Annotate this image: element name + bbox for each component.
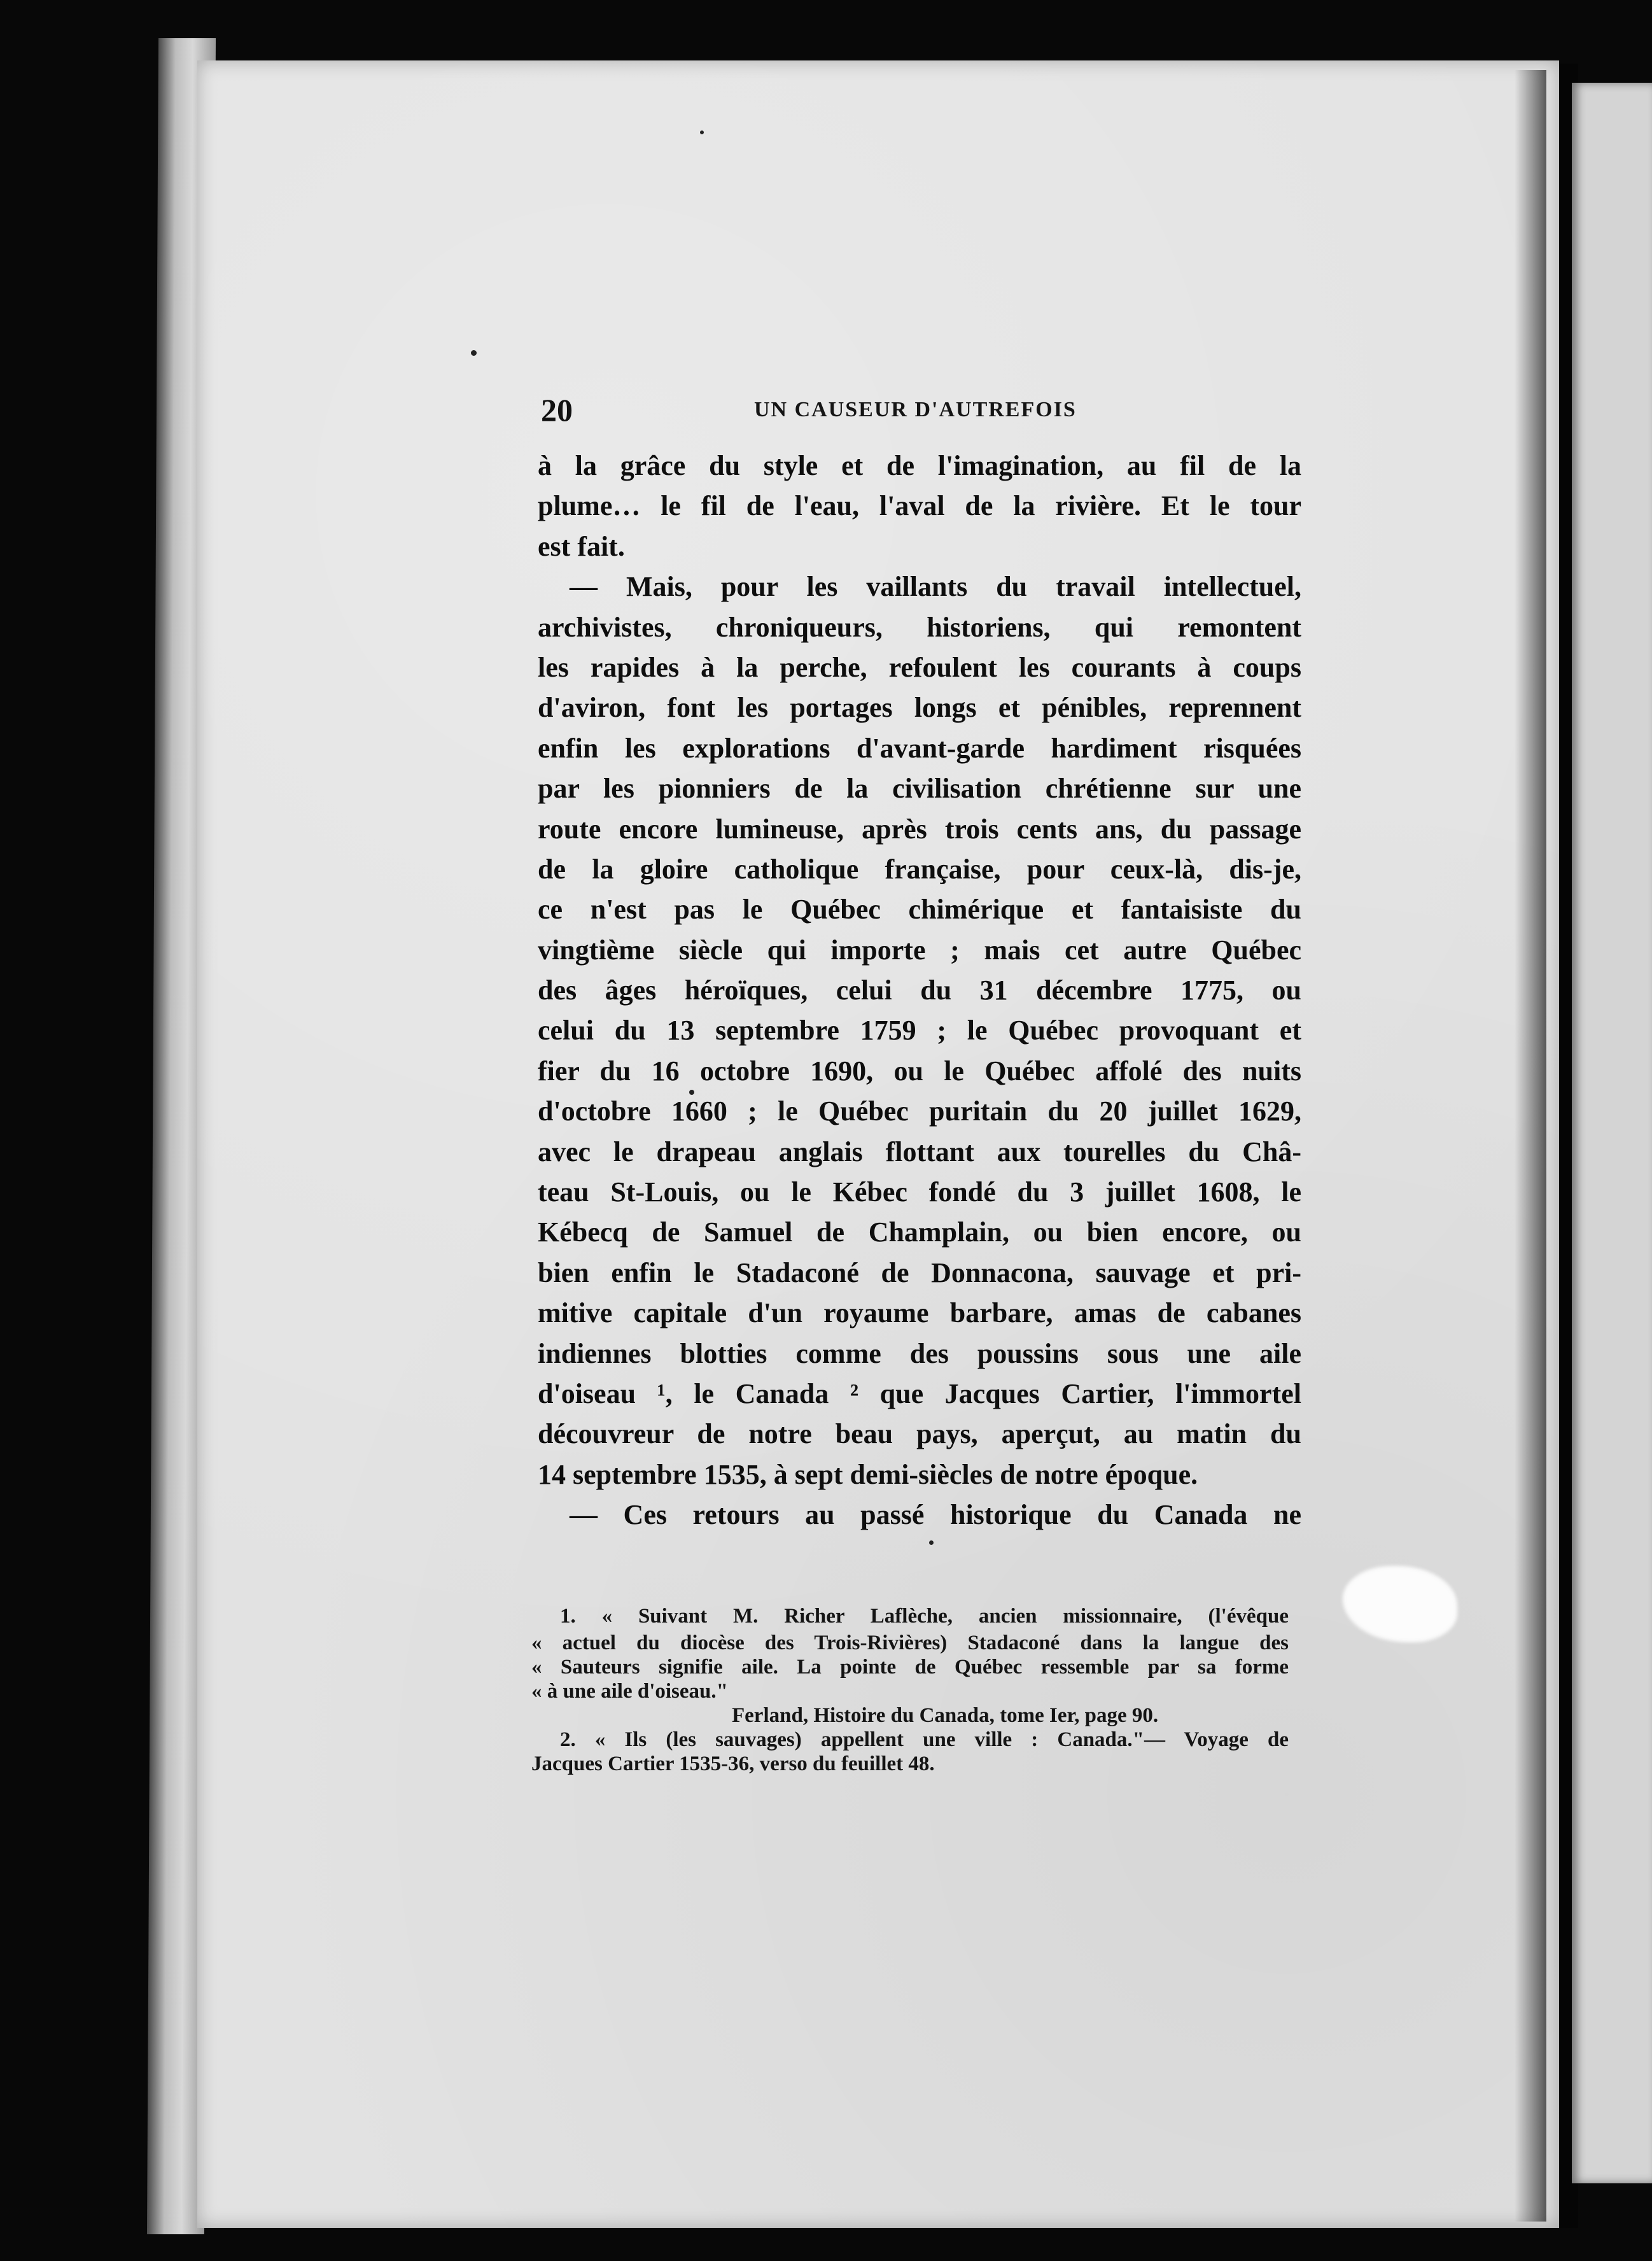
text-line: de la gloire catholique française, pour ceux-là, dis-je, — [538, 853, 1301, 885]
text-line: à la grâce du style et de l'imagination, au fil de la — [538, 450, 1301, 481]
footnote-line: 2. « Ils (les sauvages) appellent une ville : Canada."— Voyage de — [560, 1728, 1289, 1751]
text-line: plume… le fil de l'eau, l'aval de la rivière. Et le tour — [538, 490, 1301, 522]
next-page-sliver — [1572, 83, 1652, 2183]
ink-speck — [471, 350, 477, 356]
text-line: vingtième siècle qui importe ; mais cet autre Québec — [538, 934, 1301, 966]
text-line: mitive capitale d'un royaume barbare, amas de cabanes — [538, 1297, 1301, 1329]
text-line: découvreur de notre beau pays, aperçut, au matin du — [538, 1418, 1301, 1450]
text-line: d'oiseau ¹, le Canada ² que Jacques Cartier, l'immortel — [538, 1377, 1301, 1409]
text-line: ce n'est pas le Québec chimérique et fantaisiste du — [538, 894, 1301, 926]
page-gutter-shadow — [1515, 70, 1546, 2222]
footnote-line: « Sauteurs signifie aile. La pointe de Québec ressemble par sa forme — [531, 1656, 1289, 1679]
text-line: — Mais, pour les vaillants du travail intellectuel, — [570, 571, 1301, 603]
footnote-line: Jacques Cartier 1535-36, verso du feuillet 48. — [531, 1752, 935, 1775]
footnote-line: « à une aile d'oiseau." — [531, 1680, 728, 1703]
text-line: — Ces retours au passé historique du Canada ne — [570, 1499, 1301, 1531]
text-line: les rapides à la perche, refoulent les courants à coups — [538, 651, 1301, 683]
body-text — [538, 446, 1301, 1535]
footnotes — [531, 1604, 1289, 1776]
running-head: UN CAUSEUR D'AUTREFOIS — [754, 398, 1077, 421]
text-line: teau St-Louis, ou le Kébec fondé du 3 juillet 1608, le — [538, 1176, 1301, 1208]
text-line: indiennes blotties comme des poussins sous une aile — [538, 1337, 1301, 1369]
page-number: 20 — [541, 392, 573, 428]
text-line: fier du 16 octobre 1690, ou le Québec affolé des nuits — [538, 1055, 1301, 1087]
page-header — [541, 391, 1292, 430]
text-line: archivistes, chroniqueurs, historiens, qui remontent — [538, 611, 1301, 643]
text-line: 14 septembre 1535, à sept demi-siècles de notre époque. — [538, 1458, 1198, 1490]
footnote-reference: Ferland, Histoire du Canada, tome Ier, page 90. — [732, 1704, 1159, 1727]
ink-speck — [700, 130, 704, 134]
text-line: celui du 13 septembre 1759 ; le Québec provoquant et — [538, 1015, 1301, 1046]
text-line: route encore lumineuse, après trois cents ans, du passage — [538, 813, 1301, 845]
text-line: d'aviron, font les portages longs et pénibles, reprennent — [538, 692, 1301, 724]
text-line: par les pionniers de la civilisation chrétienne sur une — [538, 773, 1301, 805]
text-line: avec le drapeau anglais flottant aux tourelles du Châ- — [538, 1136, 1301, 1167]
text-line: enfin les explorations d'avant-garde hardiment risquées — [538, 732, 1301, 764]
ink-speck — [929, 1540, 934, 1545]
footnote-line: « actuel du diocèse des Trois-Rivières) Stadaconé dans la langue des — [531, 1631, 1289, 1654]
text-line: bien enfin le Stadaconé de Donnacona, sauvage et pri- — [538, 1257, 1301, 1288]
footnote-line: 1. « Suivant M. Richer Laflèche, ancien missionnaire, (l'évêque — [560, 1605, 1289, 1628]
text-line: d'octobre 1660 ; le Québec puritain du 20 juillet 1629, — [538, 1095, 1301, 1127]
text-line: des âges héroïques, celui du 31 décembre 1775, ou — [538, 975, 1301, 1006]
text-line: est fait. — [538, 530, 625, 562]
text-line: Kébecq de Samuel de Champlain, ou bien encore, ou — [538, 1216, 1301, 1248]
